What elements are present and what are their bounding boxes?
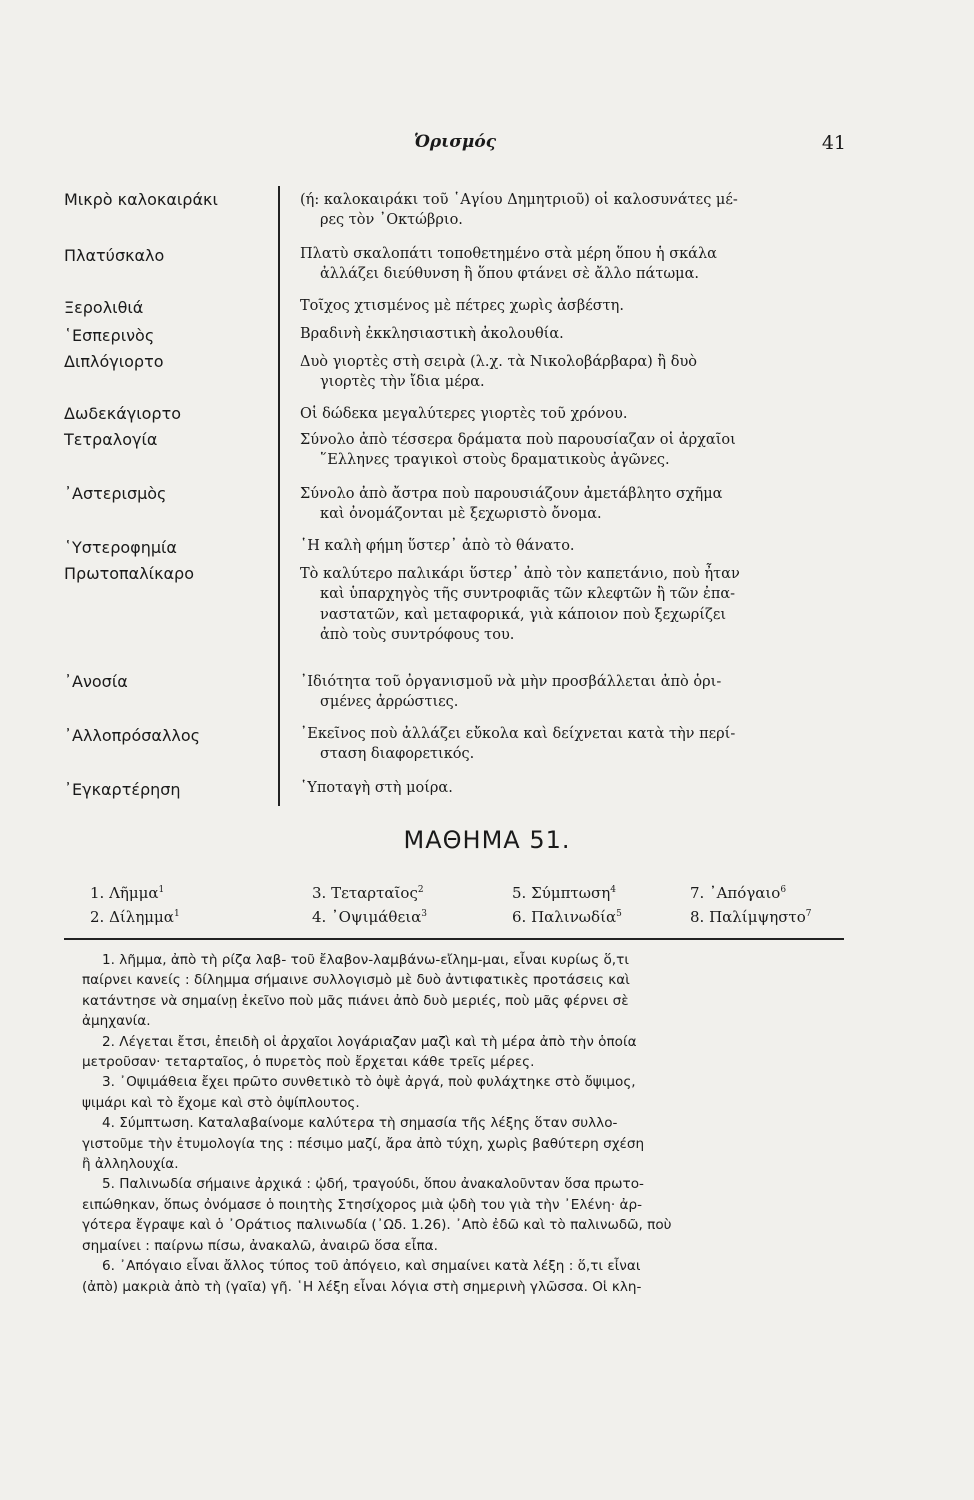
glossary-divider	[278, 186, 280, 806]
definition-line: ῾Υποταγὴ στὴ μοίρα.	[300, 780, 453, 796]
definition-line: σμένες ἀρρώστιες.	[320, 694, 459, 711]
running-title: Ὁρισμός	[413, 132, 497, 152]
footnote-line: 6. ᾿Απόγαιο εἶναι ἄλλος τύπος τοῦ ἀπόγειο, καὶ σημαίνει κατὰ λέξη : ὅ,τι εἶναι	[102, 1258, 641, 1275]
definition-line: Τὸ καλύτερο παλικάρι ὕστερ᾿ ἀπὸ τὸν καπετάνιο, ποὺ ἦταν	[300, 566, 740, 582]
glossary-term: ῾Υστεροφημία	[64, 538, 177, 557]
vocab-item: 8. Παλίμψηστο$^7$	[690, 908, 812, 926]
page-number: 41	[821, 132, 846, 154]
glossary-term: ᾿Αλλοπρόσαλλος	[64, 726, 201, 745]
vocab-column	[90, 880, 180, 928]
footnote-divider	[64, 938, 844, 940]
footnote-line: ἀμηχανία.	[82, 1013, 151, 1030]
footnote-4	[82, 1113, 846, 1174]
glossary-term: Δωδεκάγιορτο	[64, 404, 182, 423]
footnotes	[82, 950, 846, 1297]
footnote-line: 4. Σύμπτωση. Καταλαβαίνομε καλύτερα τὴ σημασία τῆς λέξης ὅταν συλλο-	[102, 1115, 618, 1132]
footnote-2	[82, 1032, 846, 1073]
vocab-item: 4. ᾿Οψιμάθεια$^3$	[312, 908, 427, 926]
definition-line: Σύνολο ἀπὸ τέσσερα δράματα ποὺ παρουσίαζαν οἱ ἀρχαῖοι	[300, 432, 736, 448]
footnote-line: μετροῦσαν· τεταρταῖος, ὁ πυρετὸς ποὺ ἔρχεται κάθε τρεῖς μέρες.	[82, 1054, 535, 1071]
definition-line: ἀπὸ τοὺς συντρόφους του.	[320, 626, 515, 643]
vocab-item: 1. Λῆμμα$^1$	[90, 884, 165, 902]
glossary	[64, 186, 854, 806]
glossary-definition	[300, 352, 846, 393]
definition-line: καὶ ὀνομάζονται μὲ ξεχωριστὸ ὄνομα.	[320, 506, 602, 523]
definition-line: Δυὸ γιορτὲς στὴ σειρὰ (λ.χ. τὰ Νικολοβάρβαρα) ἢ δυὸ	[300, 354, 697, 370]
glossary-term: Τετραλογία	[64, 430, 158, 449]
footnote-1	[82, 950, 846, 1032]
definition-line: Τοῖχος χτισμένος μὲ πέτρες χωρὶς ἀσβέστη.	[300, 298, 624, 314]
footnote-line: ειπώθηκαν, ὅπως ὀνόμασε ὁ ποιητὴς Στησίχορος μιὰ ᾠδὴ του γιὰ τὴν ᾿Ελένη· ἀρ-	[82, 1196, 643, 1213]
vocab-column	[512, 880, 622, 928]
footnote-line: (ἀπὸ) μακριὰ ἀπὸ τὴ (γαῖα) γῆ. ῾Η λέξη εἶναι λόγια στὴ σημερινὴ γλῶσσα. Οἱ κλη-	[82, 1278, 642, 1295]
definition-line: σταση διαφορετικός.	[320, 746, 475, 763]
glossary-definition	[300, 536, 846, 556]
footnote-6	[82, 1256, 846, 1297]
definition-line: ᾿Ιδιότητα τοῦ ὀργανισμοῦ νὰ μὴν προσβάλλεται ἀπὸ ὁρι-	[300, 674, 722, 690]
definition-line: ᾿Εκεῖνος ποὺ ἀλλάζει εὔκολα καὶ δείχνεται κατὰ τὴν περί-	[300, 726, 736, 742]
glossary-term: Πρωτοπαλίκαρο	[64, 564, 194, 583]
glossary-definition	[300, 324, 846, 344]
definition-line: ναστατῶν, καὶ μεταφορικά, γιὰ κάποιον ποὺ ξεχωρίζει	[320, 606, 727, 623]
glossary-term: Πλατύσκαλο	[64, 246, 165, 265]
vocab-item: 2. Δίλημμα$^1$	[90, 908, 180, 926]
vocab-item: 7. ᾿Απόγαιο$^6$	[690, 884, 787, 902]
glossary-definition	[300, 430, 846, 471]
lesson-title: ΜΑΘΗΜΑ 51.	[403, 826, 571, 854]
vocab-item: 3. Τεταρταῖος$^2$	[312, 884, 424, 902]
footnote-line: σημαίνει : παίρνω πίσω, ἀνακαλῶ, ἀναιρῶ ὅσα εἶπα.	[82, 1237, 438, 1254]
glossary-definition	[300, 296, 846, 316]
definition-line: γιορτὲς τὴν ἴδια μέρα.	[320, 374, 485, 391]
definition-line: καὶ ὑπαρχηγὸς τῆς συντροφιᾶς τῶν κλεφτῶν ἢ τῶν ἐπα-	[320, 586, 736, 603]
glossary-definition	[300, 778, 846, 798]
glossary-term: ῾Εσπερινὸς	[64, 326, 155, 345]
footnote-line: ψιμάρι καὶ τὸ ἔχομε καὶ στὸ ὀψίπλουτος.	[82, 1094, 360, 1111]
footnote-line: 3. ᾿Οψιμάθεια ἔχει πρῶτο συνθετικὸ τὸ ὀψὲ ἀργά, ποὺ φυλάχτηκε στὸ ὄψιμος,	[102, 1074, 636, 1091]
definition-line: Βραδινὴ ἐκκλησιαστικὴ ἀκολουθία.	[300, 326, 564, 342]
definition-line: ῾Η καλὴ φήμη ὕστερ᾿ ἀπὸ τὸ θάνατο.	[300, 538, 575, 554]
glossary-definition	[300, 724, 846, 765]
footnote-3	[82, 1072, 846, 1113]
definition-line: Πλατὺ σκαλοπάτι τοποθετημένο στὰ μέρη ὅπου ἡ σκάλα	[300, 246, 717, 262]
footnote-line: 2. Λέγεται ἔτσι, ἐπειδὴ οἱ ἀρχαῖοι λογάριαζαν μαζὶ καὶ τὴ μέρα ἀπὸ τὴν ὁποία	[102, 1033, 637, 1050]
glossary-definition	[300, 190, 846, 231]
glossary-term: ᾿Ανοσία	[64, 672, 128, 691]
definition-line: ῞Ελληνες τραγικοὶ στοὺς δραματικοὺς ἀγῶνες.	[320, 452, 670, 469]
definition-line: ρες τὸν ᾿Οκτώβριο.	[320, 212, 463, 229]
footnote-line: γιστοῦμε τὴν ἐτυμολογία της : πέσιμο μαζί, ἄρα ἀπὸ τύχη, χωρὶς βαθύτερη σχέση	[82, 1135, 645, 1152]
vocab-item: 6. Παλινωδία$^5$	[512, 908, 622, 926]
footnote-line: παίρνει κανείς : δίλημμα σήμαινε συλλογισμὸ μὲ δυὸ ἀντιφατικὲς προτάσεις καὶ	[82, 972, 630, 989]
glossary-definition	[300, 564, 846, 645]
glossary-definition	[300, 672, 846, 713]
glossary-term: Ξερολιθιά	[64, 298, 144, 317]
glossary-term: Μικρὸ καλοκαιράκι	[64, 190, 218, 209]
definition-line: Οἱ δώδεκα μεγαλύτερες γιορτὲς τοῦ χρόνου.	[300, 406, 628, 422]
footnote-line: κατάντησε νὰ σημαίνῃ ἐκεῖνο ποὺ μᾶς πιάνει ἀπὸ δυὸ μεριές, ποὺ μᾶς φέρνει σὲ	[82, 992, 629, 1009]
glossary-definition	[300, 244, 846, 285]
vocab-column	[690, 880, 812, 928]
footnote-line: ἢ ἀλληλουχία.	[82, 1156, 179, 1173]
definition-line: Σύνολο ἀπὸ ἄστρα ποὺ παρουσιάζουν ἀμετάβλητο σχῆμα	[300, 486, 723, 502]
glossary-definition	[300, 404, 846, 424]
glossary-definition	[300, 484, 846, 525]
footnote-5	[82, 1174, 846, 1256]
vocab-column	[312, 880, 427, 928]
glossary-term: ᾿Εγκαρτέρηση	[64, 780, 181, 799]
glossary-term: Διπλόγιορτο	[64, 352, 164, 371]
glossary-term: ᾿Αστερισμὸς	[64, 484, 167, 503]
footnote-line: 5. Παλινωδία σήμαινε ἀρχικά : ᾠδή, τραγούδι, ὅπου ἀνακαλοῦνταν ὅσα πρωτο-	[102, 1176, 644, 1193]
vocab-item: 5. Σύμπτωση$^4$	[512, 884, 616, 902]
definition-line: ἀλλάζει διεύθυνση ἢ ὅπου φτάνει σὲ ἄλλο πάτωμα.	[320, 266, 700, 283]
footnote-line: γότερα ἔγραψε καὶ ὁ ᾿Οράτιος παλινωδία (᾿Ωδ. 1.26). ᾿Απὸ ἐδῶ καὶ τὸ παλινωδῶ, ποὺ	[82, 1217, 672, 1234]
footnote-line: 1. λῆμμα, ἀπὸ τὴ ρίζα λαβ- τοῦ ἔλαβον-λαμβάνω-εἴλημ-μαι, εἶναι κυρίως ὅ,τι	[102, 952, 629, 968]
lesson-vocabulary	[90, 880, 850, 924]
definition-line: (ή: καλοκαιράκι τοῦ ῾Αγίου Δημητριοῦ) οἱ καλοσυνάτες μέ-	[300, 192, 738, 208]
